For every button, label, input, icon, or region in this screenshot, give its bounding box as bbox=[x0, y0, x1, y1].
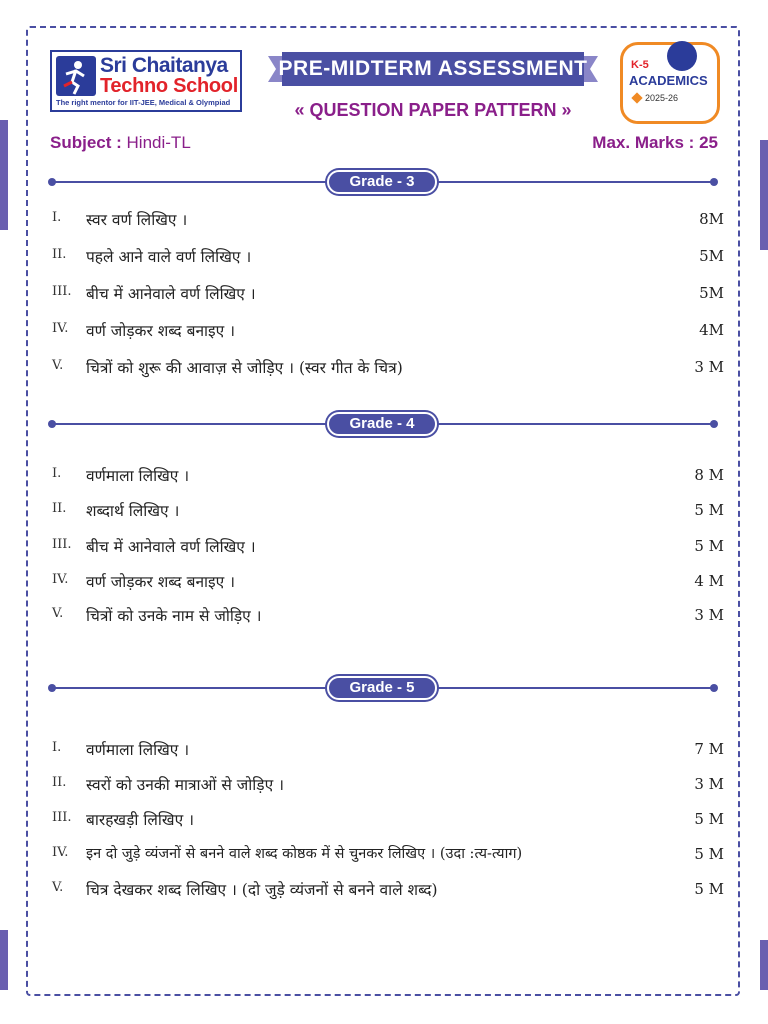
subject-value: Hindi-TL bbox=[126, 133, 191, 152]
question-marks: 5 M bbox=[694, 537, 724, 555]
question-marks: 5 M bbox=[694, 845, 724, 863]
question-marks: 8M bbox=[699, 210, 724, 228]
question-text: चित्र देखकर शब्द लिखिए । (दो जुड़े व्यंजनों से बनने वाले शब्द) bbox=[86, 881, 438, 899]
badge-year: 2025-26 bbox=[645, 93, 679, 103]
question-marks: 3 M bbox=[694, 606, 724, 624]
question-text: शब्दार्थ लिखिए । bbox=[86, 502, 180, 520]
question-number: IV. bbox=[52, 845, 69, 860]
grade-divider bbox=[48, 678, 718, 698]
page-subtitle: « QUESTION PAPER PATTERN » bbox=[294, 100, 572, 120]
question-row bbox=[52, 247, 724, 273]
subject-line bbox=[50, 133, 191, 153]
side-decoration bbox=[760, 940, 768, 990]
question-text: स्वर वर्ण लिखिए । bbox=[86, 211, 188, 229]
question-marks: 4 M bbox=[694, 572, 724, 590]
question-row bbox=[52, 845, 724, 871]
question-row bbox=[52, 501, 724, 527]
question-text: बारहखड़ी लिखिए । bbox=[86, 811, 194, 829]
question-text: चित्रों को उनके नाम से जोड़िए । bbox=[86, 607, 262, 625]
diamond-icon bbox=[631, 92, 642, 103]
question-marks: 8 M bbox=[694, 466, 724, 484]
question-text: चित्रों को शुरू की आवाज़ से जोड़िए । (स्वर गीत के चित्र) bbox=[86, 359, 403, 377]
question-row bbox=[52, 880, 724, 906]
badge-k5: K-5 bbox=[631, 59, 649, 71]
school-logo bbox=[50, 50, 242, 112]
question-text: स्वरों को उनकी मात्राओं से जोड़िए । bbox=[86, 776, 284, 794]
question-row bbox=[52, 321, 724, 347]
academics-badge bbox=[620, 42, 720, 124]
question-row bbox=[52, 210, 724, 236]
question-row bbox=[52, 358, 724, 384]
question-number: II. bbox=[52, 775, 67, 790]
question-row bbox=[52, 810, 724, 836]
figure-icon bbox=[667, 41, 697, 71]
logo-tagline: The right mentor for IIT-JEE, Medical & Olympiad bbox=[56, 98, 231, 107]
max-marks bbox=[592, 133, 718, 153]
logo-subtitle: Techno School bbox=[100, 75, 238, 97]
question-number: II. bbox=[52, 247, 67, 262]
marks-label: Max. Marks : bbox=[592, 133, 695, 152]
question-row bbox=[52, 537, 724, 563]
question-row bbox=[52, 775, 724, 801]
page-title: PRE-MIDTERM ASSESSMENT bbox=[278, 57, 588, 80]
question-number: I. bbox=[52, 466, 62, 481]
grade-divider bbox=[48, 172, 718, 192]
title-banner bbox=[268, 52, 598, 86]
question-text: बीच में आनेवाले वर्ण लिखिए । bbox=[86, 538, 256, 556]
question-number: IV. bbox=[52, 321, 69, 336]
question-number: III. bbox=[52, 284, 72, 299]
side-decoration bbox=[0, 120, 8, 230]
logo-name: Sri Chaitanya bbox=[100, 54, 228, 77]
question-marks: 4M bbox=[699, 321, 724, 339]
question-text: वर्ण जोड़कर शब्द बनाइए । bbox=[86, 573, 236, 591]
grade-label: Grade - 5 bbox=[327, 676, 437, 700]
question-marks: 3 M bbox=[694, 775, 724, 793]
side-decoration bbox=[0, 930, 8, 990]
question-number: IV. bbox=[52, 572, 69, 587]
question-text: बीच में आनेवाले वर्ण लिखिए । bbox=[86, 285, 256, 303]
marks-value: 25 bbox=[699, 133, 718, 152]
question-marks: 3 M bbox=[694, 358, 724, 376]
question-number: I. bbox=[52, 210, 62, 225]
subject-label: Subject : bbox=[50, 133, 122, 152]
question-marks: 5 M bbox=[694, 501, 724, 519]
question-marks: 5M bbox=[699, 247, 724, 265]
question-marks: 5 M bbox=[694, 880, 724, 898]
question-number: V. bbox=[52, 880, 64, 895]
question-text: वर्णमाला लिखिए । bbox=[86, 741, 190, 759]
question-number: III. bbox=[52, 810, 72, 825]
question-row bbox=[52, 606, 724, 632]
question-number: V. bbox=[52, 358, 64, 373]
question-marks: 5 M bbox=[694, 810, 724, 828]
question-marks: 5M bbox=[699, 284, 724, 302]
question-row bbox=[52, 466, 724, 492]
question-marks: 7 M bbox=[694, 740, 724, 758]
question-number: III. bbox=[52, 537, 72, 552]
question-number: I. bbox=[52, 740, 62, 755]
grade-divider bbox=[48, 414, 718, 434]
grade-label: Grade - 4 bbox=[327, 412, 437, 436]
question-number: V. bbox=[52, 606, 64, 621]
question-text: पहले आने वाले वर्ण लिखिए । bbox=[86, 248, 252, 266]
question-row bbox=[52, 572, 724, 598]
question-number: II. bbox=[52, 501, 67, 516]
badge-label: ACADEMICS bbox=[629, 73, 708, 88]
question-text: वर्णमाला लिखिए । bbox=[86, 467, 190, 485]
question-text: वर्ण जोड़कर शब्द बनाइए । bbox=[86, 322, 236, 340]
side-decoration bbox=[760, 140, 768, 250]
question-row bbox=[52, 740, 724, 766]
question-row bbox=[52, 284, 724, 310]
runner-icon bbox=[56, 56, 96, 96]
question-text: इन दो जुड़े व्यंजनों से बनने वाले शब्द कोष्ठक में से चुनकर लिखिए । (उदा :त्य-त्याग) bbox=[86, 846, 523, 862]
grade-label: Grade - 3 bbox=[327, 170, 437, 194]
